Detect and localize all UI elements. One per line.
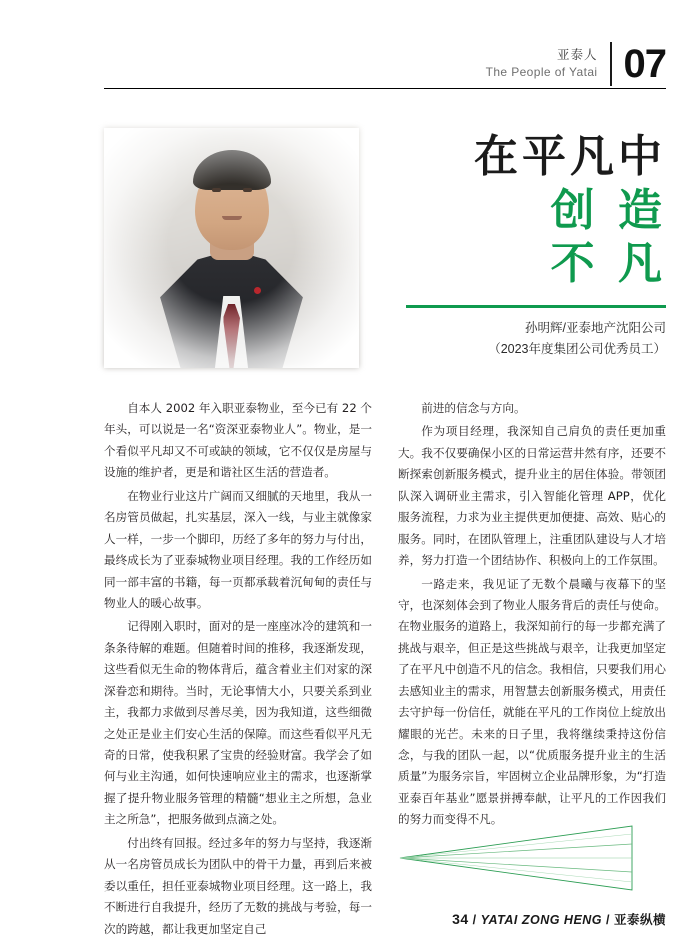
paragraph: 作为项目经理，我深知自己肩负的责任更加重大。我不仅要确保小区的日常运营井然有序，还要不断探索创新服务模式，提升业主的居住体验。带领团队深入调研业主需求，引入智能化管理 APP，优化服务流程，力求为业主提供更加便捷、高效、贴心的服务。同时，在团队管理上，注重团队建设与人才培养，努力打造一个团结协作、积极向上的工作氛围。 — [398, 424, 666, 568]
header-title-cn: 亚泰人 — [556, 47, 598, 62]
article-title-line-1: 在平凡中 — [474, 131, 666, 182]
author-portrait — [104, 128, 359, 368]
header-title-en: The People of Yatai — [485, 65, 598, 80]
page-header — [486, 42, 666, 86]
header-divider — [610, 42, 612, 86]
article-column-left — [104, 398, 372, 942]
footer-separator-1: / — [472, 913, 477, 927]
article-title-block — [406, 130, 666, 361]
article-title-line-2: 创 造 — [550, 184, 666, 236]
article-byline-sub: （2023年度集团公司优秀员工） — [488, 342, 666, 357]
paragraph: 一路走来，我见证了无数个晨曦与夜幕下的坚守，也深刻体会到了物业人服务背后的责任与使命。在物业服务的道路上，我深知前行的每一步都充满了挑战与艰辛，但正是这些挑战与艰辛，让我更加坚定了在平凡中创造不凡的信念。我相信，只要我们用心去感知业主的需求，用智慧去创新服务模式，用责任去守护每一份信任，就能在平凡的工作岗位上绽放出耀眼的光芒。未来的日子里，我将继续秉持这份信念，与我的团队一起，以“优质服务提升业主的生活质量”为服务宗旨，牢固树立企业品牌形象，为“打造亚泰百年基业”愿景拼搏奉献，让平凡的工作因我们的努力而变得不凡。 — [398, 576, 666, 827]
portrait-vignette — [104, 128, 359, 368]
header-horizontal-rule — [104, 88, 666, 89]
footer-page-number: 34 — [452, 911, 469, 927]
footer-magazine-en: YATAI ZONG HENG — [480, 913, 603, 927]
paragraph: 在物业行业这片广阔而又细腻的天地里，我从一名房管员做起，扎实基层，深入一线，与业主就像家人一样，一步一个脚印，历经了多年的努力与付出，最终成长为了亚泰城物业项目经理。我的工作经历如同一部丰富的书籍，每一页都承载着沉甸甸的责任与物业人的暖心故事。 — [104, 488, 372, 610]
title-underline — [406, 305, 666, 308]
article-byline: 孙明辉/亚泰地产沈阳公司 — [525, 321, 666, 336]
header-titles — [486, 48, 610, 81]
footer-separator-2: / — [606, 913, 610, 927]
article-title-line-3: 不 凡 — [550, 238, 666, 290]
paragraph: 记得刚入职时，面对的是一座座冰冷的建筑和一条条待解的难题。但随着时间的推移，我逐渐发现，这些看似无生命的物体背后，蕴含着业主们对家的深深眷恋和期待。当时，无论事情大小，只要关系到业主，我都力求做到尽善尽美，因为我知道，这些细微之处正是业主们安心生活的保障。而这些看似平凡无奇的日常，使我积累了宝贵的经验财富。我学会了如何与业主沟通，如何快速响应业主的需求，也逐渐掌握了提升物业服务管理的精髓“想业主之所想，急业主之所急”，把服务做到点滴之处。 — [104, 619, 372, 827]
paragraph: 前进的信念与方向。 — [421, 401, 526, 415]
header-page-number: 07 — [623, 42, 666, 86]
paragraph: 付出终有回报。经过多年的努力与坚持，我逐渐从一名房管员成长为团队中的骨干力量，再到后来被委以重任，担任亚泰城物业项目经理。这一路上，我不断进行自我提升，经历了无数的挑战与考验，每一次的跨越，都让我更加坚定自己 — [104, 835, 372, 936]
footer-magazine-cn: 亚泰纵横 — [613, 913, 666, 927]
paragraph: 自本人 2002 年入职亚泰物业，至今已有 22 个年头，可以说是一名“资深亚泰物业人”。物业，是一个看似平凡却又不可或缺的领域，它不仅仅是房屋与设施的维护者，更是和谐社区生活的营造者。 — [104, 401, 372, 480]
page-footer — [452, 910, 666, 928]
ribbon-decoration — [398, 824, 634, 892]
